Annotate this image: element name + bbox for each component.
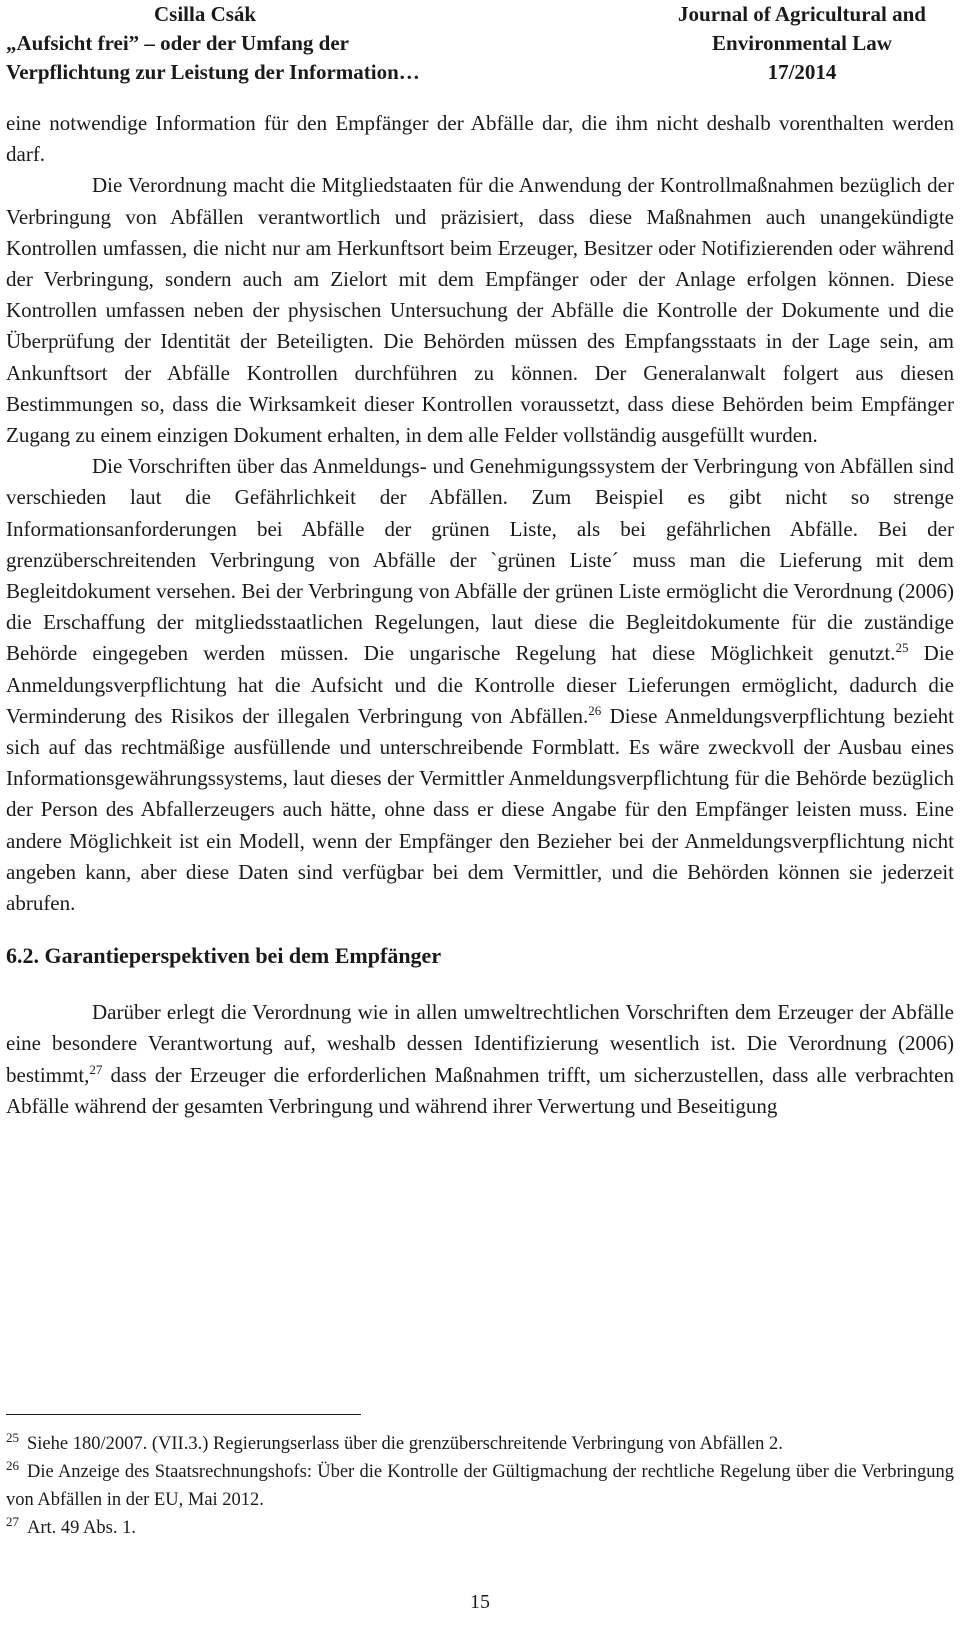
header-article-info [6, 0, 566, 87]
footnote-27 [6, 1514, 954, 1542]
page-number: 15 [470, 1591, 490, 1613]
paragraph-1: eine notwendige Information für den Empfänger der Abfälle dar, die ihm nicht deshalb vorenthalten werden darf. [6, 111, 954, 167]
paragraph-4-part-a: Darüber erlegt die Verordnung wie in allen umweltrechtlichen Vorschriften dem Erzeuger der Abfälle eine besondere Verantwortung auf, weshalb dessen Identifizierung wesentlich ist. Die Verordnung (2006) bestimmt, [6, 1000, 954, 1087]
paragraph-3-part-a: Die Vorschriften über das Anmeldungs- und Genehmigungssystem der Verbringung von Abfällen sind verschieden laut die Gefährlichkeit der Abfällen. Zum Beispiel es gibt nicht so strenge Informationsanforderungen bei Abfälle der grünen Liste, als bei gefährlichen Abfälle. Bei der grenzüberschreitenden Verbringung von Abfälle der `grünen Liste´ muss man die Lieferung mit dem Begleitdokument versehen. Bei der Verbringung von Abfälle der grünen Liste ermöglicht die Verordnung (2006) die Erschaffung der mitgliedsstaatlichen Regelungen, laut diese die Begleitdokumente für die zuständige Behörde eingegeben werden müssen. Die ungarische Regelung hat diese Möglichkeit genutzt. [6, 454, 954, 666]
body-text [6, 108, 954, 1122]
header-issue: 17/2014 [767, 60, 837, 84]
header-author: Csilla Csák [154, 2, 257, 26]
footnote-ref-25[interactable]: 25 [895, 640, 909, 656]
paragraph-3-part-b: Die Anmeldungsverpflichtung hat die Aufsicht und die Kontrolle dieser Lieferungen ermöglicht, dadurch die Verminderung des Risikos der illegalen Verbringung von Abfällen. [6, 641, 954, 728]
footnote-text: Siehe 180/2007. (VII.3.) Regierungserlass über die grenzüberschreitende Verbringung von Abfällen 2. [27, 1434, 783, 1454]
footnote-number: 26 [6, 1457, 19, 1473]
paragraph-2: Die Verordnung macht die Mitgliedstaaten für die Anwendung der Kontrollmaßnahmen bezüglich der Verbringung von Abfällen verantwortlich und präzisiert, dass diese Maßnahmen auch unangekündigte Kontrollen umfassen, die nicht nur am Herkunftsort beim Erzeuger, Besitzer oder Notifizierenden oder während der Verbringung, sondern auch am Zielort mit dem Empfänger oder der Anlage erfolgen können. Diese Kontrollen umfassen neben der physischen Untersuchung der Abfälle die Kontrolle der Dokumente und die Überprüfung der Identität der Beteiligten. Die Behörden müssen des Empfangsstaats in der Lage sein, am Ankunftsort der Abfälle Kontrollen durchführen zu können. Der Generalanwalt folgert aus diesen Bestimmungen so, dass die Wirksamkeit dieser Kontrollen voraussetzt, dass diese Behörden beim Empfänger Zugang zu einem einzigen Dokument erhalten, in dem alle Felder vollständig ausgefüllt wurden. [6, 173, 954, 448]
document-page [6, 0, 954, 1628]
footnote-number: 25 [6, 1429, 19, 1445]
footnote-ref-27[interactable]: 27 [89, 1061, 103, 1077]
header-journal-info [652, 0, 952, 87]
footnote-text: Die Anzeige des Staatsrechnungshofs: Über die Kontrolle der Gültigmachung der rechtliche Regelung über die Verbringung von Abfällen in der EU, Mai 2012. [6, 1462, 954, 1510]
footnote-separator [6, 1414, 361, 1415]
header-title-line2: Verpflichtung zur Leistung der Information… [6, 60, 420, 84]
header-journal-line1: Journal of Agricultural and [678, 2, 926, 26]
footnote-text: Art. 49 Abs. 1. [27, 1518, 136, 1538]
running-header [6, 0, 954, 90]
paragraph-4-part-b: dass der Erzeuger die erforderlichen Maßnahmen trifft, um sicherzustellen, dass alle verbrachten Abfälle während der gesamten Verbringung und während ihrer Verwertung und Beseitigung [6, 1062, 954, 1118]
header-title-line1: „Aufsicht frei” – oder der Umfang der [6, 31, 349, 55]
paragraph-4 [6, 997, 954, 1122]
footnote-26 [6, 1458, 954, 1514]
section-heading: 6.2. Garantieperspektiven bei dem Empfänger [6, 943, 442, 969]
footnote-number: 27 [6, 1513, 19, 1529]
footnote-ref-26[interactable]: 26 [588, 702, 602, 718]
paragraph-3 [6, 451, 954, 919]
footnotes [6, 1430, 954, 1542]
footnote-25 [6, 1430, 954, 1458]
paragraph-3-part-c: Diese Anmeldungsverpflichtung bezieht sich auf das rechtmäßige ausfüllende und unterschreibende Formblatt. Es wäre zweckvoll der Ausbau eines Informationsgewährungssystems, laut dieses der Vermittler Anmeldungsverpflichtung für die Behörde bezüglich der Person des Abfallerzeugers auch hätte, ohne dass er diese Angabe für den Empfänger leisten muss. Eine andere Möglichkeit ist ein Modell, wenn der Empfänger den Bezieher bei der Anmeldungsverpflichtung nicht angeben kann, aber diese Daten sind verfügbar bei dem Vermittler, und die Behörden können sie jederzeit abrufen. [6, 703, 954, 916]
header-journal-line2: Environmental Law [712, 31, 892, 55]
